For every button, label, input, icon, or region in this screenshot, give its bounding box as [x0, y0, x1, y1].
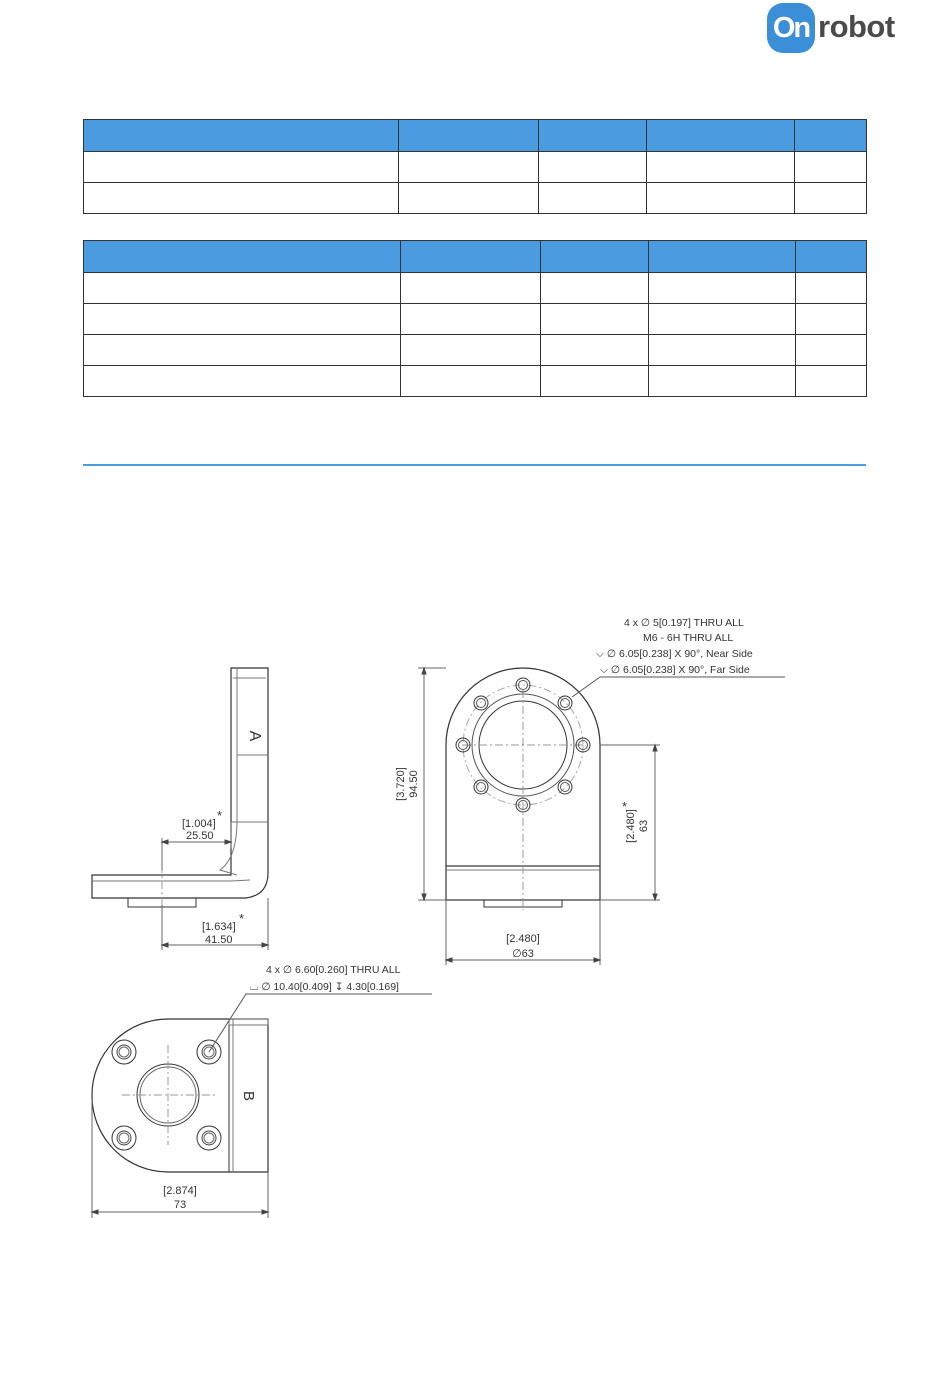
label-a: A: [246, 730, 263, 742]
callout-counterbore: ⌴ ∅ 10.40[0.409] ↧ 4.30[0.169]: [250, 981, 399, 993]
dim-inner-in: [1.004]: [182, 818, 216, 830]
front-center-in: [2.480]: [625, 809, 637, 843]
bottom-width-in: [2.874]: [163, 1185, 197, 1197]
asterisk: *: [239, 911, 245, 926]
callout-csink-far: ⌵ ∅ 6.05[0.238] X 90°, Far Side: [600, 664, 750, 676]
front-center-mm: 63: [638, 819, 650, 833]
asterisk: *: [217, 808, 223, 823]
callout-csink-near: ⌵ ∅ 6.05[0.238] X 90°, Near Side: [596, 648, 753, 660]
front-width-mm: ∅63: [512, 948, 534, 960]
logo-badge: On: [767, 3, 815, 53]
dim-inner-mm: 25.50: [186, 830, 214, 842]
callout-thread: M6 - 6H THRU ALL: [643, 632, 734, 644]
side-view: [92, 668, 268, 950]
asterisk: *: [622, 799, 628, 814]
logo-text: robot: [818, 9, 895, 44]
dim-outer-mm: 41.50: [205, 934, 233, 946]
dim-outer-in: [1.634]: [202, 921, 236, 933]
bottom-view: [92, 994, 432, 1218]
front-view: [418, 668, 785, 965]
front-width-in: [2.480]: [506, 933, 540, 945]
callout-counterbore-holes: 4 x ∅ 6.60[0.260] THRU ALL: [266, 964, 401, 976]
front-height-mm: 94.50: [408, 770, 420, 798]
bottom-width-mm: 73: [173, 1199, 187, 1211]
front-height-in: [3.720]: [395, 767, 407, 801]
label-b: B: [240, 1090, 257, 1102]
callout-thru-holes: 4 x ∅ 5[0.197] THRU ALL: [624, 617, 744, 629]
